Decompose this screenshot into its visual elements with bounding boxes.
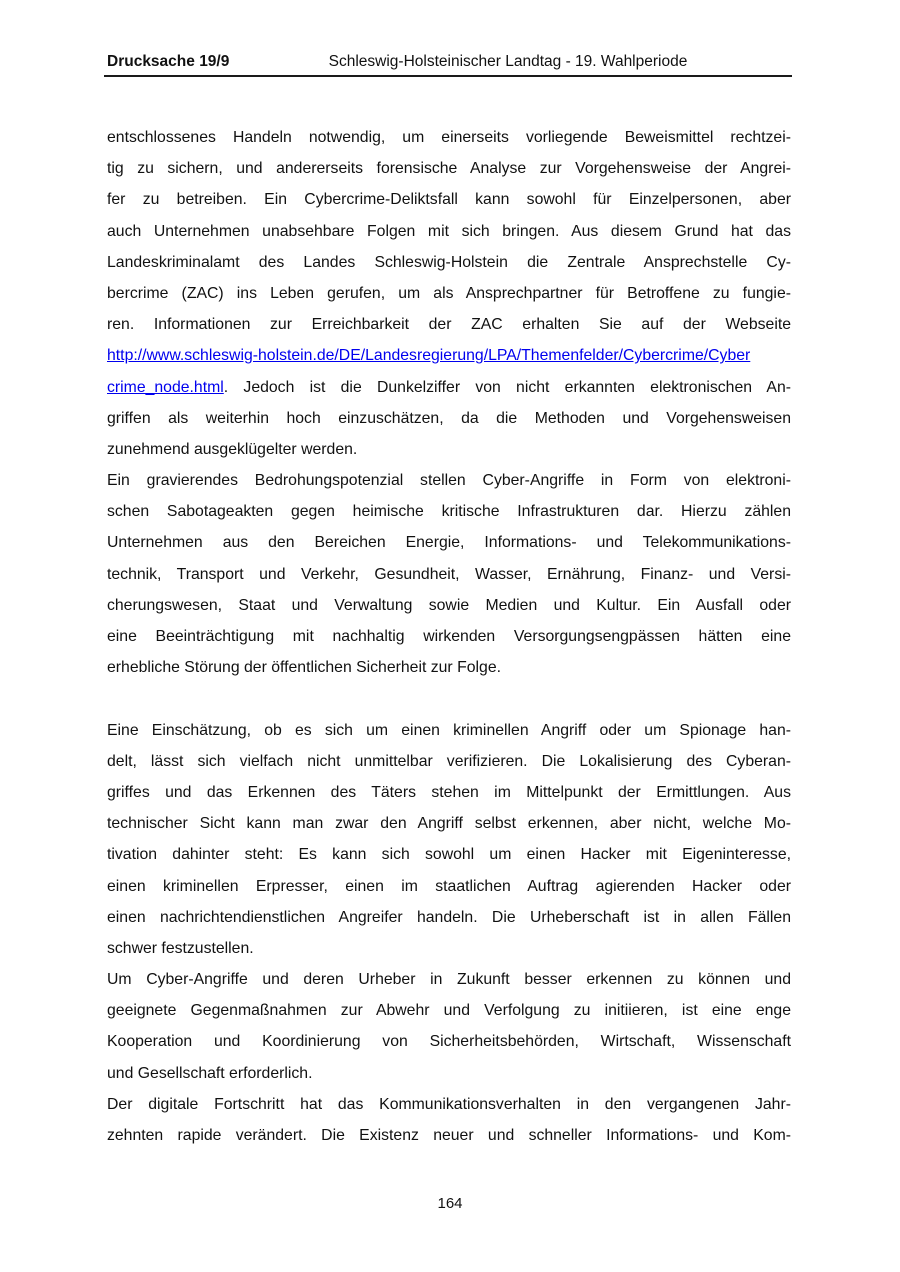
body-text-fragment: . Jedoch ist die Dunkelziffer von nicht erkannten elektronischen An- — [223, 378, 791, 396]
body-text-line: auch Unternehmen unabsehbare Folgen mit sich bringen. Aus diesem Grund hat das — [107, 222, 791, 240]
body-text-line: cherungswesen, Staat und Verwaltung sowie Medien und Kultur. Ein Ausfall oder — [107, 596, 791, 614]
body-text-line: erhebliche Störung der öffentlichen Sicherheit zur Folge. — [107, 659, 501, 677]
zac-website-link-continued[interactable]: crime_node.html — [107, 378, 224, 396]
body-text-line: Landeskriminalamt des Landes Schleswig-Holstein die Zentrale Ansprechstelle Cy- — [107, 253, 791, 271]
body-text-line: griffen als weiterhin hoch einzuschätzen, da die Methoden und Vorgehensweisen — [107, 409, 791, 427]
page-number: 164 — [437, 1195, 463, 1212]
body-text-line: bercrime (ZAC) ins Leben gerufen, um als Ansprechpartner für Betroffene zu fungie- — [107, 284, 791, 302]
body-text-line: Kooperation und Koordinierung von Sicherheitsbehörden, Wirtschaft, Wissenschaft — [107, 1033, 791, 1051]
body-text-line: ren. Informationen zur Erreichbarkeit der ZAC erhalten Sie auf der Webseite — [107, 316, 791, 334]
header-title: Schleswig-Holsteinischer Landtag - 19. Wahlperiode — [328, 53, 688, 70]
body-text-line: delt, lässt sich vielfach nicht unmittelbar verifizieren. Die Lokalisierung des Cyberan- — [107, 752, 791, 770]
body-text-line: eine Beeinträchtigung mit nachhaltig wirkenden Versorgungsengpässen hätten eine — [107, 628, 791, 645]
body-text-line: Um Cyber-Angriffe und deren Urheber in Zukunft besser erkennen zu können und — [107, 971, 791, 989]
body-text-line — [107, 372, 791, 403]
body-text-line — [107, 340, 791, 371]
body-text-line: tig zu sichern, und andererseits forensische Analyse zur Vorgehensweise der Angrei- — [107, 160, 791, 178]
body-text-line: schwer festzustellen. — [107, 939, 254, 957]
header-doc-number: Drucksache 19/9 — [107, 53, 230, 70]
body-text-line: technischer Sicht kann man zwar den Angriff selbst erkennen, aber nicht, welche Mo- — [107, 815, 791, 833]
body-text-line: technik, Transport und Verkehr, Gesundheit, Wasser, Ernährung, Finanz- und Versi- — [107, 565, 791, 583]
paragraph-gap — [107, 683, 791, 714]
body-text-line: Unternehmen aus den Bereichen Energie, Informations- und Telekommunikations- — [107, 534, 791, 552]
zac-website-link[interactable]: http://www.schleswig-holstein.de/DE/Landesregierung/LPA/Themenfelder/Cybercrime/Cyber — [107, 347, 751, 365]
body-text-line: zehnten rapide verändert. Die Existenz neuer und schneller Informations- und Kom- — [107, 1127, 791, 1144]
body-text-line: fer zu betreiben. Ein Cybercrime-Deliktsfall kann sowohl für Einzelpersonen, aber — [107, 191, 791, 209]
body-text-line: einen kriminellen Erpresser, einen im staatlichen Auftrag agierenden Hacker oder — [107, 877, 791, 895]
body-text-line: Ein gravierendes Bedrohungspotenzial stellen Cyber-Angriffe in Form von elektroni- — [107, 472, 791, 490]
body-text-line: entschlossenes Handeln notwendig, um einerseits vorliegende Beweismittel rechtzei- — [107, 129, 791, 146]
body-text-line: und Gesellschaft erforderlich. — [107, 1064, 313, 1082]
body-text-line: geeignete Gegenmaßnahmen zur Abwehr und Verfolgung zu initiieren, ist eine enge — [107, 1002, 791, 1020]
body-text-line: zunehmend ausgeklügelter werden. — [107, 440, 358, 458]
body-text-line: Der digitale Fortschritt hat das Kommunikationsverhalten in den vergangenen Jahr- — [107, 1095, 791, 1113]
body-text-line: einen nachrichtendienstlichen Angreifer handeln. Die Urheberschaft ist in allen Fällen — [107, 908, 791, 926]
body-text-line: Eine Einschätzung, ob es sich um einen kriminellen Angriff oder um Spionage han- — [107, 721, 791, 739]
body-text-line: schen Sabotageakten gegen heimische kritische Infrastrukturen dar. Hierzu zählen — [107, 503, 791, 521]
document-body — [107, 122, 791, 1151]
body-text-line: griffes und das Erkennen des Täters stehen im Mittelpunkt der Ermittlungen. Aus — [107, 783, 791, 801]
header-divider — [104, 75, 792, 77]
body-text-line: tivation dahinter steht: Es kann sich sowohl um einen Hacker mit Eigeninteresse, — [107, 846, 791, 864]
